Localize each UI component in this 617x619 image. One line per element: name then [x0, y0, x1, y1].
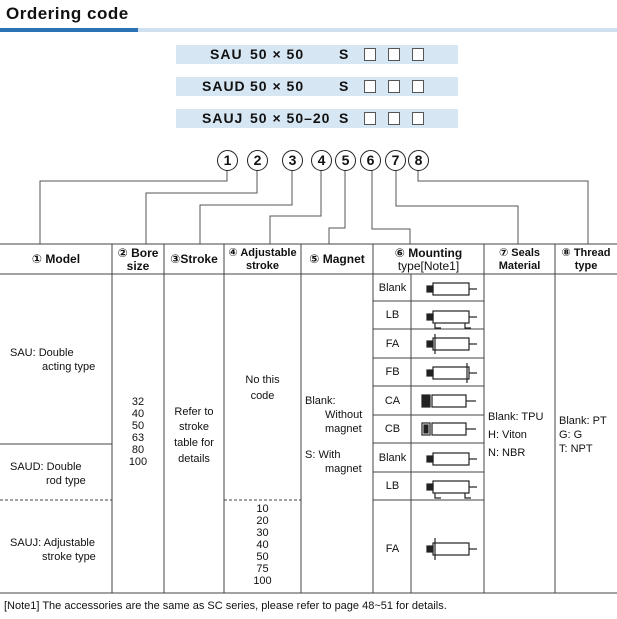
adjustable-value: 40	[256, 539, 269, 551]
header-thread: ⑧ Thread	[561, 247, 611, 259]
code-model: SAU	[210, 46, 243, 62]
mount-tag: FA	[385, 543, 400, 555]
model-saud-sub: rod type	[46, 475, 86, 487]
magnet-blank: Blank:	[305, 395, 336, 407]
mount-tag: CB	[384, 423, 401, 435]
stroke-text: details	[178, 453, 210, 465]
mount-tag: LB	[385, 480, 400, 492]
adjustable-value: 10	[256, 503, 269, 515]
bore-size: 32	[131, 396, 145, 408]
code-size: 50 × 50	[250, 46, 305, 62]
magnet-s: S: With	[305, 449, 341, 461]
mount-tag: LB	[385, 309, 400, 321]
thread-option: G: G	[559, 429, 583, 441]
bore-size: 40	[131, 408, 145, 420]
header-model: ① Model	[31, 252, 81, 266]
model-sau-sub: acting type	[42, 361, 96, 373]
code-s: S	[339, 110, 350, 126]
adjustable-value: 20	[256, 515, 269, 527]
header-thread-sub: type	[574, 260, 598, 272]
adjustable-value: 75	[256, 563, 269, 575]
stroke-text: table for	[174, 437, 214, 449]
adjustable-value: 30	[256, 527, 269, 539]
mount-tag: FB	[385, 366, 400, 378]
magnet-blank-desc: Without	[325, 409, 363, 421]
marker-1: 1	[217, 150, 238, 171]
mount-tag: Blank	[378, 282, 407, 294]
mount-tag: FA	[385, 338, 400, 350]
seal-option: N: NBR	[488, 447, 526, 459]
header-magnet: ⑤ Magnet	[309, 252, 365, 266]
magnet-s-desc: magnet	[325, 463, 362, 475]
model-sau: SAU: Double	[10, 347, 74, 359]
header-seals: ⑦ Seals	[498, 247, 541, 259]
header-mounting: ⑥ Mounting	[394, 246, 463, 260]
marker-2: 2	[247, 150, 268, 171]
bore-size: 63	[131, 432, 145, 444]
code-s: S	[339, 78, 350, 94]
header-adjustable-sub: stroke	[245, 260, 280, 272]
bore-size: 50	[131, 420, 145, 432]
code-size: 50 × 50–20	[250, 110, 331, 126]
seal-option: Blank: TPU	[488, 411, 544, 423]
header-adjustable: ④ Adjustable	[228, 247, 297, 259]
adjustable-none-sub: code	[250, 390, 275, 402]
footnote: [Note1] The accessories are the same as SC series, please refer to page 48~51 for details.	[4, 600, 447, 612]
bore-size: 100	[128, 456, 148, 468]
model-sauj-sub: stroke type	[42, 551, 96, 563]
adjustable-none: No this	[245, 374, 280, 386]
thread-option: Blank: PT	[559, 415, 607, 427]
header-mounting-sub: type[Note1]	[397, 259, 460, 273]
code-model: SAUD	[202, 78, 246, 94]
model-saud: SAUD: Double	[10, 461, 82, 473]
marker-7: 7	[385, 150, 406, 171]
header-stroke: ③Stroke	[170, 252, 218, 266]
marker-8: 8	[408, 150, 429, 171]
mount-tag: CA	[384, 395, 401, 407]
code-s: S	[339, 46, 350, 62]
mount-tag: Blank	[378, 452, 407, 464]
page-title: Ordering code	[6, 4, 129, 23]
header-bore: ② Bore	[117, 246, 159, 260]
marker-3: 3	[282, 150, 303, 171]
header-bore-sub: size	[126, 259, 150, 273]
stroke-text: stroke	[179, 421, 209, 433]
code-model: SAUJ	[202, 110, 244, 126]
stroke-text: Refer to	[174, 406, 214, 418]
adjustable-value: 50	[256, 551, 269, 563]
adjustable-value: 100	[253, 575, 272, 587]
marker-6: 6	[360, 150, 381, 171]
header-seals-sub: Material	[498, 260, 541, 272]
magnet-blank-desc2: magnet	[325, 423, 362, 435]
bore-size: 80	[131, 444, 145, 456]
code-size: 50 × 50	[250, 78, 305, 94]
model-sauj: SAUJ: Adjustable	[10, 537, 95, 549]
thread-option: T: NPT	[559, 443, 593, 455]
seal-option: H: Viton	[488, 429, 527, 441]
marker-5: 5	[335, 150, 356, 171]
marker-4: 4	[311, 150, 332, 171]
